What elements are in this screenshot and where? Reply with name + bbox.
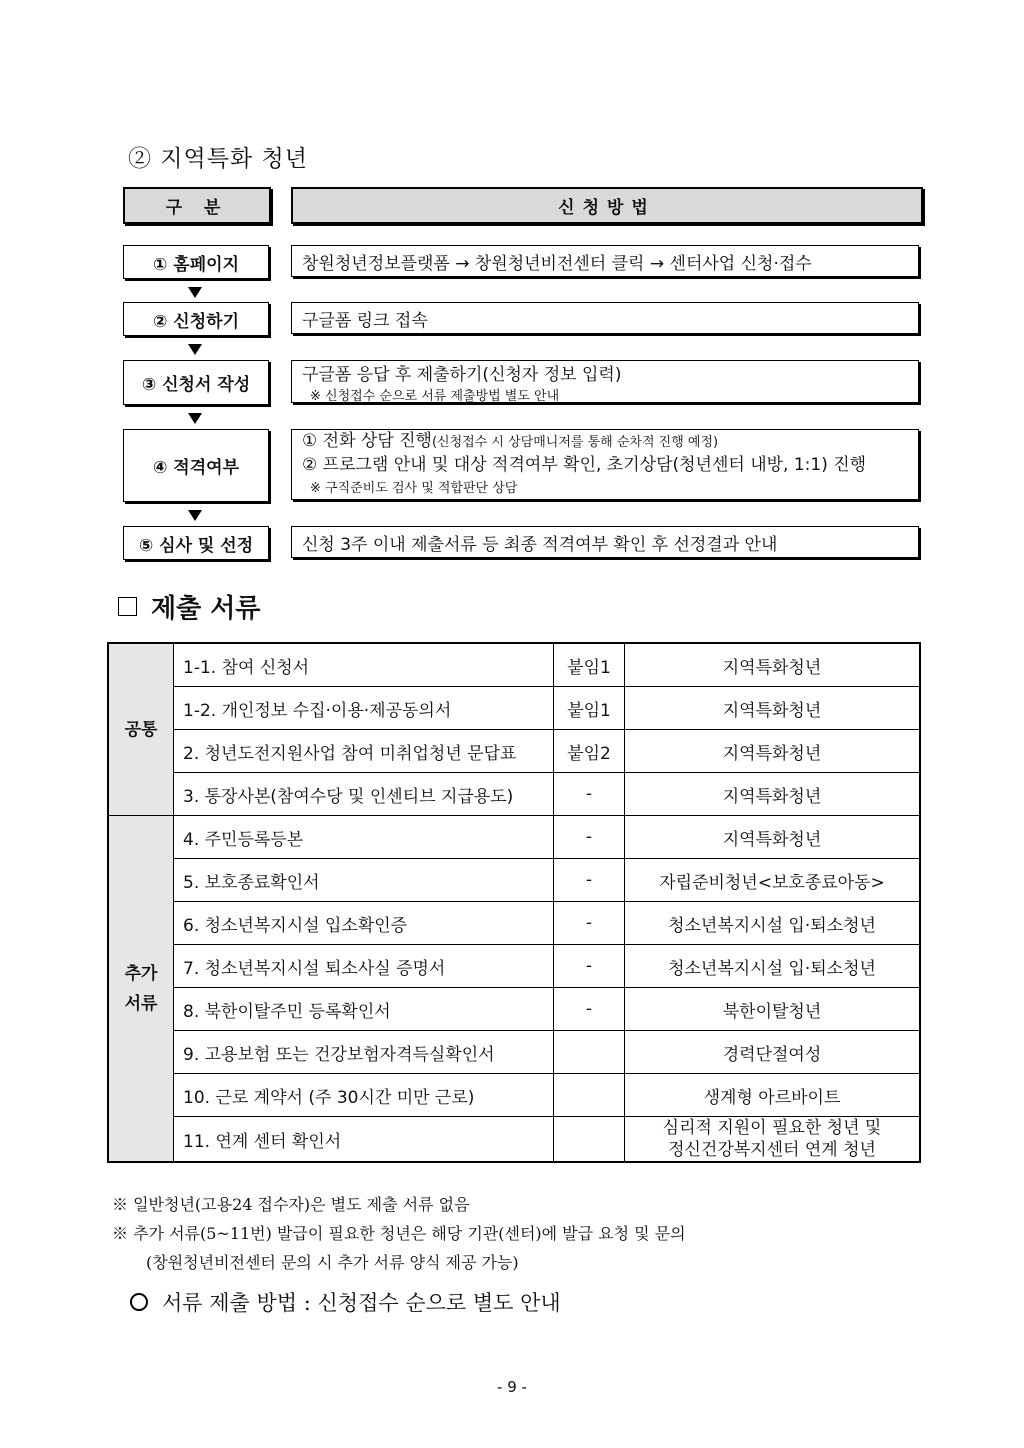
table-row (108, 730, 920, 773)
doc-target: 청소년복지시설 입·퇴소청년 (625, 945, 921, 988)
doc-target: 경력단절여성 (625, 1031, 921, 1074)
down-arrow-icon (188, 344, 202, 355)
doc-name: 6. 청소년복지시설 입소확인증 (174, 902, 554, 945)
step-desc-1 (291, 245, 919, 277)
doc-target: 북한이탈청년 (625, 988, 921, 1031)
section-title: ② 지역특화 청년 (128, 146, 308, 172)
doc-attach: 붙임1 (554, 687, 625, 730)
notes (112, 1190, 686, 1277)
down-arrow-icon (188, 287, 202, 298)
doc-target: 생계형 아르바이트 (625, 1074, 921, 1117)
step-desc-4 (291, 429, 919, 500)
doc-name: 5. 보호종료확인서 (174, 859, 554, 902)
table-row (108, 773, 920, 816)
doc-name: 2. 청년도전지원사업 참여 미취업청년 문답표 (174, 730, 554, 773)
down-arrow-icon (188, 510, 202, 521)
table-row (108, 1031, 920, 1074)
doc-target: 청소년복지시설 입·퇴소청년 (625, 902, 921, 945)
doc-name: 9. 고용보험 또는 건강보험자격득실확인서 (174, 1031, 554, 1074)
doc-target: 지역특화청년 (625, 773, 921, 816)
doc-target: 자립준비청년<보호종료아동> (625, 859, 921, 902)
doc-target: 지역특화청년 (625, 816, 921, 859)
step-label-3: ③ 신청서 작성 (123, 360, 269, 405)
docs-heading-text: 제출 서류 (151, 594, 261, 624)
down-arrow-icon (188, 413, 202, 424)
doc-attach: - (554, 902, 625, 945)
doc-attach: - (554, 988, 625, 1031)
table-row (108, 902, 920, 945)
doc-attach: - (554, 773, 625, 816)
step-desc-3-note: ※ 신청접수 순으로 서류 제출방법 별도 안내 (310, 388, 560, 404)
step-desc-4-line2: ② 프로그램 안내 및 대상 적격여부 확인, 초기상담(청년센터 내방, 1:1) 진행 (302, 454, 867, 475)
header-method: 신청방법 (291, 187, 923, 224)
doc-target: 지역특화청년 (625, 643, 921, 687)
step-desc-3-text: 구글폼 응답 후 제출하기(신청자 정보 입력) (302, 364, 622, 385)
doc-name: 1-1. 참여 신청서 (174, 643, 554, 687)
docs-heading (118, 588, 261, 625)
doc-name: 11. 연계 센터 확인서 (174, 1117, 554, 1163)
step-desc-5-text: 신청 3주 이내 제출서류 등 최종 적격여부 확인 후 선정결과 안내 (302, 534, 778, 555)
group-common: 공통 (108, 643, 174, 816)
doc-attach: 붙임2 (554, 730, 625, 773)
step-desc-1-text: 창원청년정보플랫폼 → 창원청년비전센터 클릭 → 센터사업 신청·접수 (302, 253, 812, 274)
doc-target-line2: 정신건강복지센터 연계 청년 (668, 1140, 876, 1160)
step-desc-4-note: ※ 구직준비도 검사 및 적합판단 상담 (310, 480, 518, 496)
doc-name: 4. 주민등록등본 (174, 816, 554, 859)
circle-bullet-icon (130, 1293, 148, 1311)
doc-target: 지역특화청년 (625, 730, 921, 773)
doc-attach: 붙임1 (554, 643, 625, 687)
group-extra-line2: 서류 (124, 993, 158, 1014)
step-label-5: ⑤ 심사 및 선정 (123, 526, 269, 560)
step-label-1: ① 홈페이지 (123, 245, 269, 279)
table-row (108, 816, 920, 859)
doc-target-line1: 심리적 지원이 필요한 청년 및 (662, 1118, 882, 1138)
table-row (108, 945, 920, 988)
group-extra-line1: 추가 (124, 963, 158, 984)
documents-table (107, 642, 921, 1163)
doc-target: 지역특화청년 (625, 687, 921, 730)
doc-target (625, 1117, 921, 1163)
step-desc-5 (291, 526, 919, 558)
step-desc-4-line1 (302, 430, 918, 454)
group-extra (108, 816, 174, 1163)
table-row (108, 1117, 920, 1163)
doc-name: 1-2. 개인정보 수집·이용·제공동의서 (174, 687, 554, 730)
page-number: - 9 - (497, 1378, 527, 1396)
submission-method-text: 서류 제출 방법 : 신청접수 순으로 별도 안내 (162, 1291, 561, 1315)
step-desc-3 (291, 360, 919, 403)
doc-attach (554, 1074, 625, 1117)
step-label-4: ④ 적격여부 (123, 429, 269, 502)
step-desc-4-line1-detail: (신청접수 시 상담매니저를 통해 순차적 진행 예정) (431, 434, 719, 450)
step-label-2: ② 신청하기 (123, 302, 269, 336)
table-row (108, 1074, 920, 1117)
table-row (108, 687, 920, 730)
doc-attach (554, 1117, 625, 1163)
table-row (108, 859, 920, 902)
doc-name: 8. 북한이탈주민 등록확인서 (174, 988, 554, 1031)
note-2: ※ 추가 서류(5~11번) 발급이 필요한 청년은 해당 기관(센터)에 발급 요청 및 문의 (112, 1224, 686, 1243)
note-1: ※ 일반청년(고용24 접수자)은 별도 제출 서류 없음 (112, 1195, 470, 1214)
table-row (108, 988, 920, 1031)
doc-attach: - (554, 945, 625, 988)
step-desc-4-line1-main: ① 전화 상담 진행 (302, 430, 432, 451)
table-row (108, 643, 920, 687)
doc-attach: - (554, 859, 625, 902)
doc-name: 3. 통장사본(참여수당 및 인센티브 지급용도) (174, 773, 554, 816)
step-desc-2 (291, 302, 919, 334)
submission-method (130, 1287, 561, 1317)
header-category: 구 분 (123, 187, 271, 224)
checkbox-square-icon (118, 597, 137, 616)
doc-name: 7. 청소년복지시설 퇴소사실 증명서 (174, 945, 554, 988)
doc-attach (554, 1031, 625, 1074)
doc-name: 10. 근로 계약서 (주 30시간 미만 근로) (174, 1074, 554, 1117)
doc-attach: - (554, 816, 625, 859)
note-3: (창원청년비전센터 문의 시 추가 서류 양식 제공 가능) (146, 1253, 519, 1272)
step-desc-2-text: 구글폼 링크 접속 (302, 310, 428, 331)
